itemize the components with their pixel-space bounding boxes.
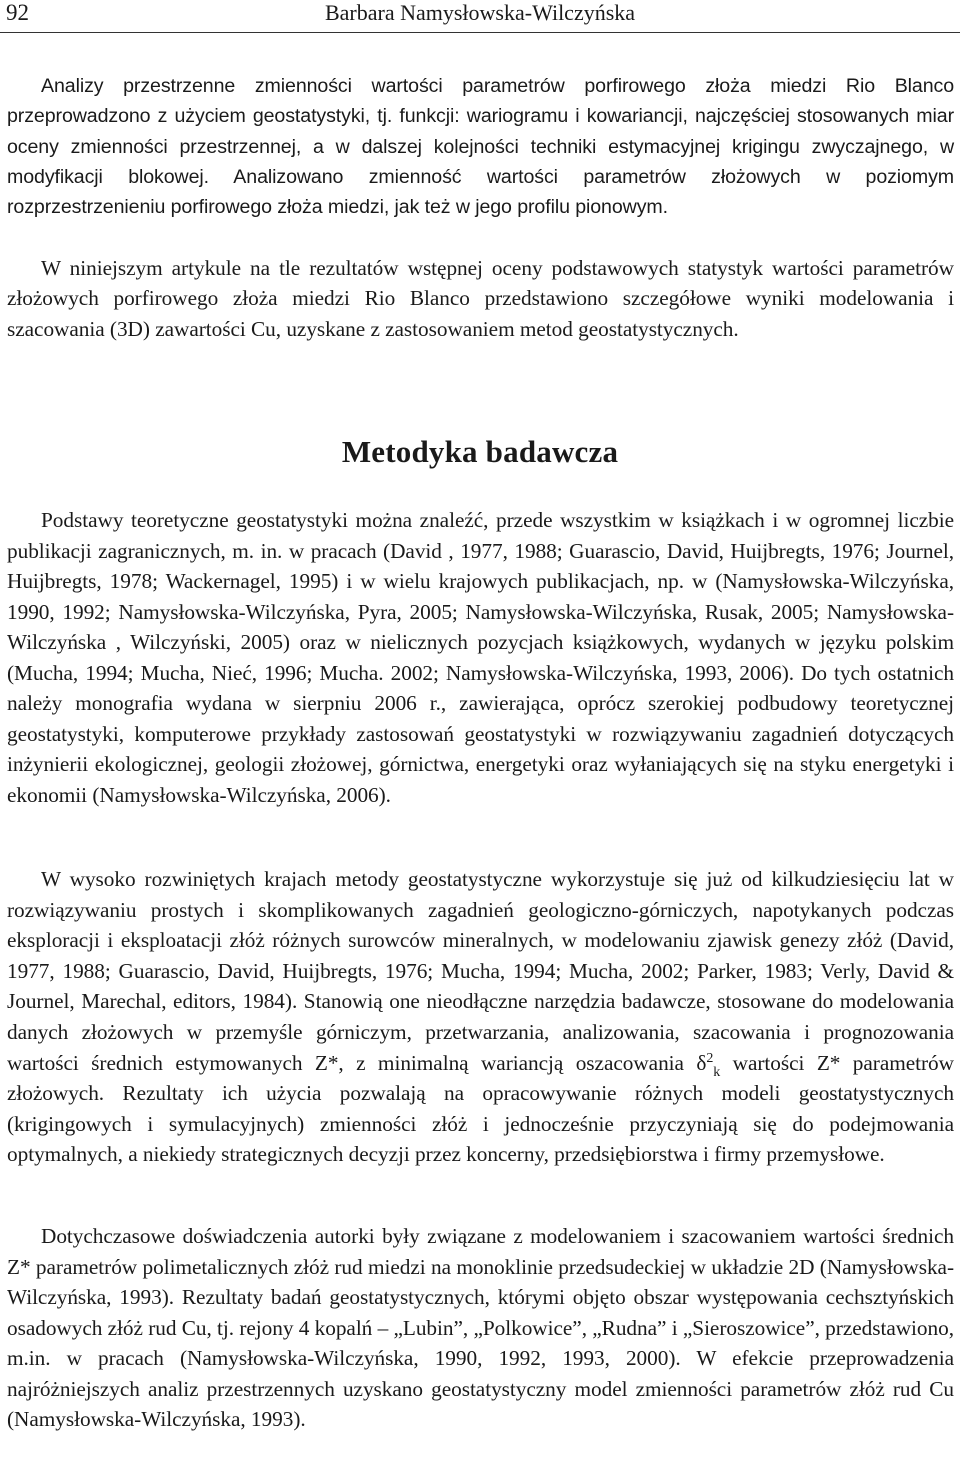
page-header xyxy=(0,0,960,34)
intro-paragraph-2: W niniejszym artykule na tle rezultatów wstępnej oceny podstawowych statystyk wartości parametrów złożowych porfirowego złoża miedzi Rio Blanco przedstawiono szczegółowe wyniki modelowania i szacowania (3D) zawartości Cu, uzyskane z zastosowaniem metod geostatystycznych. xyxy=(7,256,954,341)
section-paragraph-3: Dotychczasowe doświadczenia autorki były związane z modelowaniem i szacowaniem wartości średnich Z* parametrów polimetalicznych złóż rud miedzi na monoklinie przedsudeckiej w układzie 2D (Namysłowska-Wilczyńska, 1993). Rezultaty badań geostatystycznych, którymi objęto obszar występowania cechsztyńskich osadowych złóż rud Cu, tj. rejony 4 kopalń – „Lubin”, „Polkowice”, „Rudna” i „Sieroszowice”, przedstawiono, m.in. w pracach (Namysłowska-Wilczyńska, 1990, 1992, 1993, 2000). W efekcie przeprowadzenia najróżniejszych analiz przestrzennych uzyskano geostatystyczny model zmienności parametrów złóż rud Cu (Namysłowska-Wilczyńska, 1993). xyxy=(7,1224,954,1431)
running-head-author: Barbara Namysłowska-Wilczyńska xyxy=(324,0,636,25)
paragraph-2-text-after: wartości Z* parametrów złożowych. Rezultaty ich użycia pozwalają na opracowywanie różnych modeli geostatystycznych (krigingowych i symulacyjnych) zmienności złóż i jednocześnie przyczyniają się do podejmowania optymalnych, a niekiedy strategicznych decyzji przez koncerny, przedsiębiorstwa i firmy przemysłowe. xyxy=(7,1050,954,1167)
delta-subscript: k xyxy=(713,1064,721,1080)
intro-paragraph-1: Analizy przestrzenne zmienności wartości parametrów porfirowego złoża miedzi Rio Blanco przeprowadzono z użyciem geostatystyki, tj. funkcji: wariogramu i kowariancji, najczęściej stosowanych miar oceny zmienności przestrzennej, a w dalszej kolejności techniki estymacyjnej krigingu zwyczajnego, w modyfikacji blokowej. Analizowano zmienność wartości parametrów złożowych w poziomym rozprzestrzenieniu porfirowego złoża miedzi, jak też w jego profilu pionowym. xyxy=(7,75,954,219)
paragraph-2-text-before: W wysoko rozwiniętych krajach metody geostatystyczne wykorzystuje się już od kilkudziesięciu lat w rozwiązywaniu prostych i skomplikowanych zagadnień geologiczno-górniczych, napotykanych podczas eksploracji i eksploatacji złóż różnych surowców mineralnych, w modelowaniu zjawisk genezy złóż (David, 1977, 1988; Guarascio, David, Huijbregts, 1976; Mucha, 1994; Mucha, 2002; Parker, 1983; Verly, David & Journel, Marechal, editors, 1984). Stanowią one nieodłączne narzędzia badawcze, stosowane do modelowania danych złożowych w przemyśle górniczym, przetwarzania, analizowania, szacowania i prognozowania wartości średnich estymowanych Z*, z minimalną wariancją oszacowania δ xyxy=(7,867,954,1075)
page-number: 92 xyxy=(6,0,29,25)
header-rule xyxy=(0,32,960,33)
section-heading: Metodyka badawcza xyxy=(341,434,619,469)
delta-superscript: 2 xyxy=(706,1050,714,1066)
section-paragraph-2 xyxy=(7,864,954,1170)
section-paragraph-1: Podstawy teoretyczne geostatystyki można znaleźć, przede wszystkim w książkach i w ogromnej liczbie publikacji zagranicznych, m. in. w pracach (David , 1977, 1988; Guarascio, David, Huijbregts, 1976; Journel, Huijbregts, 1978; Wackernagel, 1995) i w wielu krajowych publikacjach, np. w (Namysłowska-Wilczyńska, 1990, 1992; Namysłowska-Wilczyńska, Pyra, 2005; Namysłowska-Wilczyńska, Rusak, 2005; Namysłowska-Wilczyńska , Wilczyński, 2005) oraz w nielicznych pozycjach książkowych, wydanych w języku polskim (Mucha, 1994; Mucha, Nieć, 1996; Mucha. 2002; Namysłowska-Wilczyńska, 1993, 2006). Do tych ostatnich należy monografia wydana w sierpniu 2006 r., zawierająca, oprócz szerokiej podbudowy teoretycznej geostatystyki, komputerowe przykłady zastosowań geostatystyki w rozwiązywaniu zagadnień dotyczących inżynierii ekologicznej, geologii złożowej, górnictwa, energetyki oraz wyłaniających się na styku energetyki i ekonomii (Namysłowska-Wilczyńska, 2006). xyxy=(7,508,954,807)
